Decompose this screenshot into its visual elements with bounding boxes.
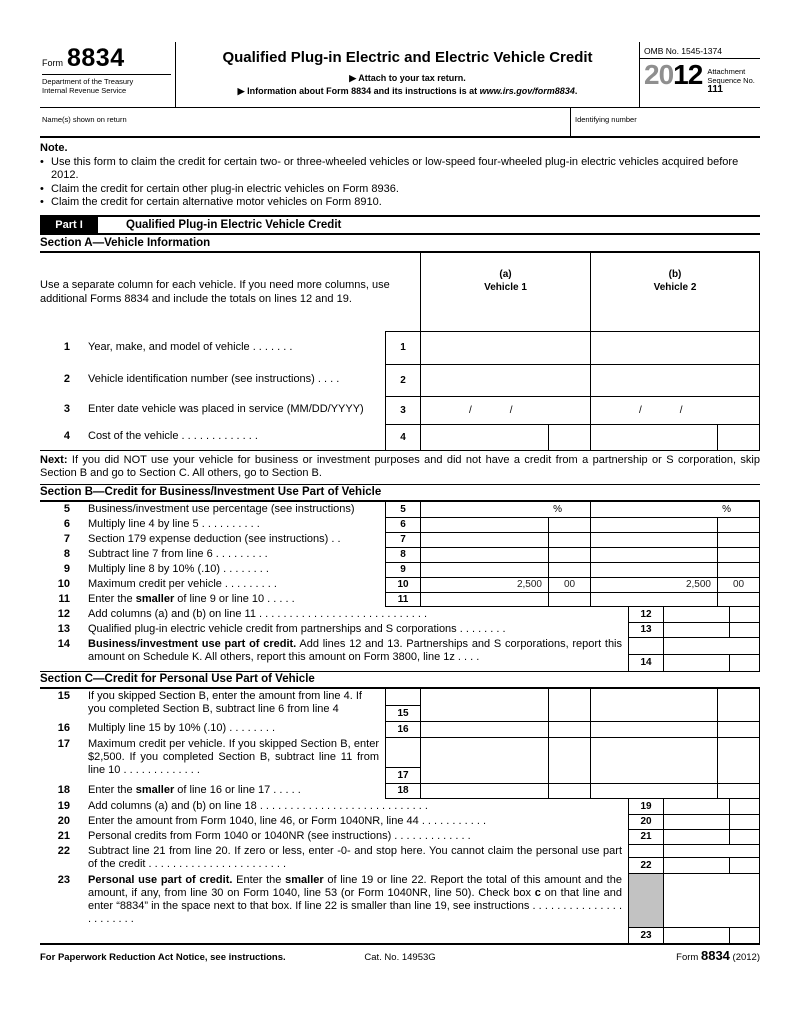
line-10-vehicle-2-value: 2,500 00 xyxy=(590,577,760,592)
line-9-number-box: 9 xyxy=(385,562,420,577)
attachment-sequence: Attachment Sequence No. 111 xyxy=(707,67,755,95)
line-5-row xyxy=(40,502,760,517)
line-15-number-column xyxy=(385,689,420,721)
line-7-vehicle-2-entry[interactable] xyxy=(590,532,760,547)
line-20-row xyxy=(40,814,760,829)
date-separator: / xyxy=(679,404,683,416)
agency-line-1: Department of the Treasury xyxy=(42,77,134,86)
section-b-bar: Section B—Credit for Business/Investment Use Part of Vehicle xyxy=(40,484,760,502)
line-13-description: 13 Qualified plug-in electric vehicle credit from partnerships and S corporations . . . . . . . . xyxy=(57,622,506,635)
line-14-number-box: 14 xyxy=(628,654,663,671)
line-19-description: 19 Add columns (a) and (b) on line 18 . . . . . . . . . . . . . . . . . . . . . . . . . . . . xyxy=(57,799,428,812)
line-14-boxes xyxy=(628,637,760,671)
bullet-icon: • xyxy=(40,182,44,195)
line-4-number-box: 4 xyxy=(385,424,420,450)
info-instruction: ▶ Information about Form 8834 and its instructions is at www.irs.gov/form8834. xyxy=(237,86,578,96)
line-17-row xyxy=(40,737,760,783)
identifying-number-label: Identifying number xyxy=(575,115,637,124)
line-15-description: 15 If you skipped Section B, enter the amount from line 4. If you completed Section B, subtract line 6 from line 4 xyxy=(57,689,362,715)
form-number: 8834 xyxy=(67,44,125,72)
note-bullet-2: • Claim the credit for certain other plug-in electric vehicles on Form 8936. xyxy=(40,182,399,195)
line-18-vehicle-2-entry[interactable] xyxy=(590,783,760,799)
line-6-description: 6 Multiply line 4 by line 5 . . . . . . . . . . xyxy=(63,517,260,530)
line-11-description: 11 Enter the smaller of line 9 or line 10 . . . . . xyxy=(58,592,295,605)
line-3-description: 3 Enter date vehicle was placed in service (MM/DD/YYYY) xyxy=(63,403,364,415)
line-22-amount-entry[interactable] xyxy=(663,857,760,873)
line-4-vehicle-2-entry[interactable] xyxy=(590,424,760,450)
form-title: Qualified Plug-in Electric and Electric Vehicle Credit xyxy=(222,49,593,66)
line-8-row xyxy=(40,547,760,562)
line-16-vehicle-2-entry[interactable] xyxy=(590,721,760,737)
bullet-icon: • xyxy=(40,196,44,208)
line-7-description: 7 Section 179 expense deduction (see instructions) . . xyxy=(63,532,341,545)
line-20-number-box: 20 xyxy=(628,814,663,829)
line-6-vehicle-2-entry[interactable] xyxy=(590,517,760,532)
line-23-description: 23 Personal use part of credit. Enter the smaller of line 19 or line 22. Report the total of this amount and the amount, if any, from line 30 on Form 1040, line 53 (or Form 1040NR, line 50). Check box c on that line and enter “8834” in the space next to that box. If line 22 is smaller than line 19, see instructions . . . . . . . . . . . . . . . . . . . . . . . xyxy=(57,873,622,925)
attach-instruction: ▶ Attach to your tax return. xyxy=(349,73,466,83)
line-2-number-box: 2 xyxy=(385,364,420,396)
line-2-vehicle-2-entry[interactable] xyxy=(590,364,760,396)
line-14-amount-spacer xyxy=(663,637,760,654)
line-6-vehicle-1-entry[interactable] xyxy=(420,517,590,532)
line-14-description: 14 Business/investment use part of credit. Add lines 12 and 13. Partnerships and S corporations, report this amount on Schedule K. All others, report this amount on Form 3800, line 1z . . . . xyxy=(57,637,623,663)
part-1-title: Qualified Plug-in Electric Vehicle Credit xyxy=(126,218,342,231)
line-11-vehicle-2-entry[interactable] xyxy=(590,592,760,607)
line-22-description: 22 Subtract line 21 from line 20. If zero or less, enter -0- and stop here. You cannot claim the personal use part of the credit . . . . . . . . . . . . . . . . . . . . . . . xyxy=(57,844,622,870)
omb-block xyxy=(640,42,760,107)
date-separator: / xyxy=(509,404,513,416)
line-19-number-box: 19 xyxy=(628,799,663,814)
date-separator: / xyxy=(469,404,472,416)
line-23-shaded-cell xyxy=(628,873,663,927)
line-23-row xyxy=(40,873,760,943)
line-18-row xyxy=(40,783,760,799)
line-6-row xyxy=(40,517,760,532)
line-10-vehicle-1-value: 2,500 00 xyxy=(420,577,590,592)
agency-line-2: Internal Revenue Service xyxy=(42,86,127,95)
line-3-vehicle-2-date-entry[interactable] xyxy=(590,396,760,424)
line-16-number-box: 16 xyxy=(385,721,420,737)
line-21-amount-entry[interactable] xyxy=(663,829,760,844)
form-title-block xyxy=(175,42,640,107)
name-field-label: Name(s) shown on return xyxy=(42,115,127,124)
line-3-vehicle-1-date-entry[interactable] xyxy=(420,396,590,424)
note-heading: Note. xyxy=(40,142,68,154)
tax-year: 2012 xyxy=(644,59,703,90)
agency-block xyxy=(42,74,171,95)
line-17-vehicle-1-entry[interactable] xyxy=(420,737,590,783)
line-18-number-box: 18 xyxy=(385,783,420,799)
line-18-description: 18 Enter the smaller of line 16 or line 17 . . . . . xyxy=(57,784,301,796)
line-4-vehicle-1-entry[interactable] xyxy=(420,424,590,450)
line-13-row xyxy=(40,622,760,637)
line-17-number-column xyxy=(385,737,420,783)
form-header xyxy=(40,42,760,108)
part-1-label: Part I xyxy=(40,217,98,233)
line-17-description: 17 Maximum credit per vehicle. If you skipped Section B, enter $2,500. If you completed Section B, subtract line 11 from line 10 . . . . . . . . . . . . . xyxy=(57,737,379,776)
line-5-vehicle-2-entry[interactable] xyxy=(590,502,760,517)
line-21-description: 21 Personal credits from Form 1040 or 1040NR (see instructions) . . . . . . . . . . . . . xyxy=(57,829,471,842)
line-11-row xyxy=(40,592,760,607)
line-7-row xyxy=(40,532,760,547)
line-10-description: 10 Maximum credit per vehicle . . . . . . . . . xyxy=(57,577,277,590)
line-8-number-box: 8 xyxy=(385,547,420,562)
bullet-icon: • xyxy=(40,155,44,168)
name-field[interactable] xyxy=(40,108,570,136)
line-6-number-box: 6 xyxy=(385,517,420,532)
line-8-vehicle-2-entry[interactable] xyxy=(590,547,760,562)
line-5-number-box: 5 xyxy=(385,502,420,517)
line-23-boxes xyxy=(628,873,760,943)
line-14-amount-entry[interactable] xyxy=(663,654,760,671)
line-20-description: 20 Enter the amount from Form 1040, line 46, or Form 1040NR, line 44 . . . . . . . . . . . xyxy=(57,814,487,827)
line-13-number-box: 13 xyxy=(628,622,663,637)
line-4-row xyxy=(40,424,760,450)
line-20-amount-entry[interactable] xyxy=(663,814,760,829)
line-5-vehicle-1-entry[interactable] xyxy=(420,502,590,517)
line-13-amount-entry[interactable] xyxy=(663,622,760,637)
line-11-vehicle-1-entry[interactable] xyxy=(420,592,590,607)
next-instruction: Next: If you did NOT use your vehicle for business or investment purposes and did not have a credit from a partnership or S corporation, skip Section B and go to Section C. All others, go to Section B. xyxy=(40,450,760,484)
form-number-block xyxy=(40,42,175,107)
line-23-amount-spacer xyxy=(663,873,760,927)
line-3-number-box: 3 xyxy=(385,396,420,424)
percent-sign: % xyxy=(722,503,731,515)
line-2-description: 2 Vehicle identification number (see instructions) . . . . xyxy=(63,373,340,385)
line-19-amount-entry[interactable] xyxy=(663,799,760,814)
line-2-vehicle-1-entry[interactable] xyxy=(420,364,590,396)
line-8-vehicle-1-entry[interactable] xyxy=(420,547,590,562)
line-21-row xyxy=(40,829,760,844)
line-16-row xyxy=(40,721,760,737)
percent-sign: % xyxy=(553,503,562,515)
line-8-description: 8 Subtract line 7 from line 6 . . . . . . . . . xyxy=(63,547,268,560)
line-22-boxes xyxy=(628,844,760,873)
line-1-vehicle-1-entry[interactable] xyxy=(420,331,590,364)
identifying-number-field[interactable] xyxy=(570,108,760,136)
line-15-number-box: 15 xyxy=(385,705,420,721)
part-1-bar xyxy=(40,217,760,235)
line-12-description: 12 Add columns (a) and (b) on line 11 . . . . . . . . . . . . . . . . . . . . . . . . . . . . xyxy=(57,607,428,620)
line-14-row xyxy=(40,637,760,671)
line-18-vehicle-1-entry[interactable] xyxy=(420,783,590,799)
line-5-description: 5 Business/investment use percentage (see instructions) xyxy=(63,502,355,515)
paperwork-notice: For Paperwork Reduction Act Notice, see instructions. xyxy=(40,951,286,963)
line-15-vehicle-1-entry[interactable] xyxy=(420,689,590,721)
line-16-description: 16 Multiply line 15 by 10% (.10) . . . . . . . . xyxy=(57,722,276,734)
line-3-row xyxy=(40,396,760,424)
section-a-header-row xyxy=(40,253,760,331)
note-block xyxy=(40,138,760,217)
line-4-description: 4 Cost of the vehicle . . . . . . . . . . . . . xyxy=(63,430,258,442)
line-2-row xyxy=(40,364,760,396)
line-1-vehicle-2-entry[interactable] xyxy=(590,331,760,364)
line-9-description: 9 Multiply line 8 by 10% (.10) . . . . . . . . xyxy=(63,562,269,575)
column-header-vehicle-2: (b) Vehicle 2 xyxy=(590,253,760,331)
line-22-amount-spacer xyxy=(663,844,760,857)
line-17-vehicle-2-entry[interactable] xyxy=(590,737,760,783)
line-21-number-box: 21 xyxy=(628,829,663,844)
column-header-vehicle-1: (a) Vehicle 1 xyxy=(420,253,590,331)
line-12-number-box: 12 xyxy=(628,607,663,622)
line-10-number-box: 10 xyxy=(385,577,420,592)
omb-number: OMB No. 1545-1374 xyxy=(640,42,760,59)
line-23-number-box: 23 xyxy=(628,927,663,943)
line-1-description: 1 Year, make, and model of vehicle . . . . . . . xyxy=(63,340,293,353)
line-22-row xyxy=(40,844,760,873)
date-separator: / xyxy=(639,404,642,416)
line-22-number-box: 22 xyxy=(628,857,663,873)
note-bullet-1: • Use this form to claim the credit for certain two- or three-wheeled vehicles or low-speed four-wheeled plug-in electric vehicles acquired before 2012. xyxy=(40,155,739,181)
line-1-number-box: 1 xyxy=(385,331,420,364)
line-9-vehicle-1-entry[interactable] xyxy=(420,562,590,577)
catalog-number: Cat. No. 14953G xyxy=(364,951,436,963)
form-word: Form xyxy=(42,58,63,68)
line-15-row xyxy=(40,689,760,721)
line-23-amount-entry[interactable] xyxy=(663,927,760,943)
line-11-number-box: 11 xyxy=(385,592,420,607)
form-footer xyxy=(40,943,760,963)
line-14-number-spacer xyxy=(628,637,663,654)
line-1-row xyxy=(40,331,760,364)
section-a-intro: Use a separate column for each vehicle. If you need more columns, use additional Forms 8834 and include the totals on lines 12 and 19. xyxy=(40,278,390,305)
line-19-row xyxy=(40,799,760,814)
note-bullet-3: • Claim the credit for certain alternative motor vehicles on Form 8910. xyxy=(40,196,382,208)
line-9-row xyxy=(40,562,760,577)
line-22-number-spacer xyxy=(628,844,663,857)
line-9-vehicle-2-entry[interactable] xyxy=(590,562,760,577)
name-identity-row xyxy=(40,108,760,138)
section-a-bar: Section A—Vehicle Information xyxy=(40,235,760,253)
line-16-vehicle-1-entry[interactable] xyxy=(420,721,590,737)
line-17-number-box: 17 xyxy=(385,767,420,783)
line-7-number-box: 7 xyxy=(385,532,420,547)
line-12-amount-entry[interactable] xyxy=(663,607,760,622)
line-15-vehicle-2-entry[interactable] xyxy=(590,689,760,721)
sequence-number: 111 xyxy=(707,84,723,95)
section-c-bar: Section C—Credit for Personal Use Part of Vehicle xyxy=(40,671,760,689)
line-7-vehicle-1-entry[interactable] xyxy=(420,532,590,547)
line-12-row xyxy=(40,607,760,622)
form-footer-id: Form 8834 (2012) xyxy=(676,947,761,963)
line-10-row xyxy=(40,577,760,592)
